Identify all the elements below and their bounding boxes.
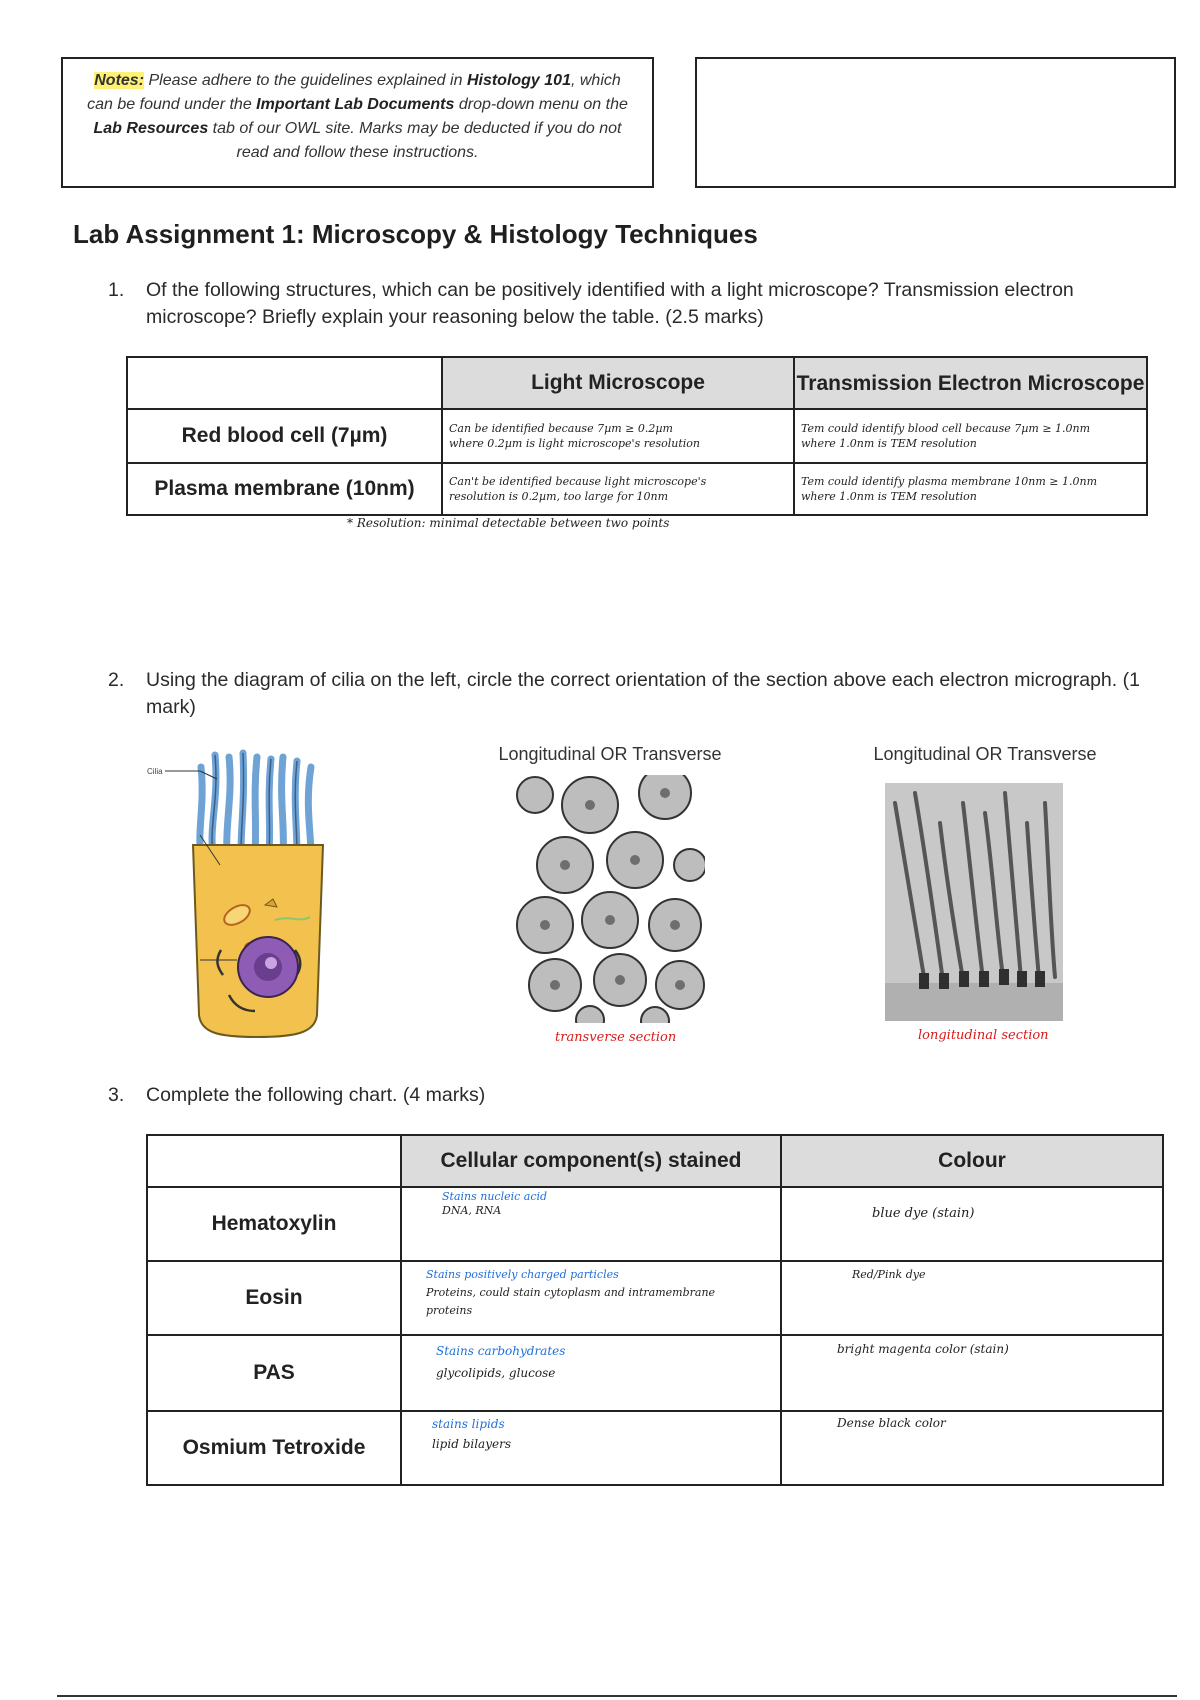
microscopy-table	[126, 356, 1148, 516]
cilia	[200, 753, 311, 857]
row-plasma-membrane: Plasma membrane (10nm)	[127, 463, 442, 515]
page-title: Lab Assignment 1: Microscopy & Histology Techniques	[73, 219, 758, 249]
answer-eosin-colour: Red/Pink dye	[781, 1261, 1163, 1335]
answer-hematoxylin-components: Stains nucleic acid DNA, RNA	[401, 1187, 781, 1261]
micrograph-1-answer: transverse section	[555, 1030, 677, 1045]
answer-hematoxylin-colour: blue dye (stain)	[781, 1187, 1163, 1261]
notes-text: Notes: Please adhere to the guidelines explained in Histology 101, which can be found under the Important Lab Documents drop-down menu on the Lab Resources tab of our OWL site. Marks may be deducted if you do not read and follow these instructions.	[87, 72, 628, 161]
student-info-box	[695, 57, 1176, 188]
answer-rbc-light: Can be identified because 7µm ≥ 0.2µm where 0.2µm is light microscope's resolution	[442, 409, 794, 463]
footer-rule	[57, 1695, 1177, 1697]
resolution-note: * Resolution: minimal detectable between two points	[347, 516, 670, 530]
answer-pas-colour: bright magenta color (stain)	[781, 1335, 1163, 1411]
answer-pm-light: Can't be identified because light microscope's resolution is 0.2µm, too large for 10nm	[442, 463, 794, 515]
notes-label: Notes:	[94, 72, 145, 89]
row-red-blood-cell: Red blood cell (7µm)	[127, 409, 442, 463]
question-3: 3. Complete the following chart. (4 marks)	[108, 1082, 1148, 1112]
stain-pas: PAS	[147, 1335, 401, 1411]
answer-pas-components: Stains carbohydrates glycolipids, glucose	[401, 1335, 781, 1411]
answer-osmium-colour: Dense black color	[781, 1411, 1163, 1485]
longitudinal-micrograph	[885, 783, 1063, 1021]
answer-eosin-components: Stains positively charged particles Proteins, could stain cytoplasm and intramembrane proteins	[401, 1261, 781, 1335]
question-3-text: Complete the following chart. (4 marks)	[146, 1084, 486, 1106]
col-components: Cellular component(s) stained	[401, 1135, 781, 1187]
stain-eosin: Eosin	[147, 1261, 401, 1335]
micrograph-2-answer: longitudinal section	[918, 1028, 1049, 1043]
col-tem: Transmission Electron Microscope	[794, 357, 1147, 409]
notes-box	[61, 57, 654, 188]
cilia-cell-diagram	[145, 745, 345, 1040]
col-light-microscope: Light Microscope	[442, 357, 794, 409]
stain-chart	[146, 1134, 1164, 1486]
answer-pm-tem: Tem could identify plasma membrane 10nm ≥ 1.0nm where 1.0nm is TEM resolution	[794, 463, 1147, 515]
notes-ref-histology: Histology 101	[466, 72, 571, 89]
question-2-text: Using the diagram of cilia on the left, circle the correct orientation of the section above each electron micrograph. (1 mark)	[146, 669, 1140, 718]
transverse-micrograph	[515, 775, 705, 1023]
notes-ref-lab-resources: Lab Resources	[93, 120, 209, 137]
micrograph-2-label[interactable]: Longitudinal OR Transverse	[873, 744, 1097, 764]
question-2: 2. Using the diagram of cilia on the left, circle the correct orientation of the section above each electron micrograph. (1 mark)	[108, 667, 1148, 727]
question-1-text: Of the following structures, which can be positively identified with a light microscope? Transmission electron microscope? Briefly explain your reasoning below the table. (2.5 marks)	[146, 279, 1074, 328]
stain-osmium-tetroxide: Osmium Tetroxide	[147, 1411, 401, 1485]
answer-osmium-components: stains lipids lipid bilayers	[401, 1411, 781, 1485]
micrograph-1-label[interactable]: Longitudinal OR Transverse	[498, 744, 722, 764]
question-1: 1. Of the following structures, which can be positively identified with a light microscope? Transmission electron microscope? Briefly explain your reasoning below the table. (2.5 marks)	[108, 277, 1148, 337]
col-colour: Colour	[781, 1135, 1163, 1187]
answer-rbc-tem: Tem could identify blood cell because 7µm ≥ 1.0nm where 1.0nm is TEM resolution	[794, 409, 1147, 463]
stain-hematoxylin: Hematoxylin	[147, 1187, 401, 1261]
cilia-label: Cilia	[147, 767, 163, 776]
notes-ref-lab-docs: Important Lab Documents	[256, 96, 455, 113]
